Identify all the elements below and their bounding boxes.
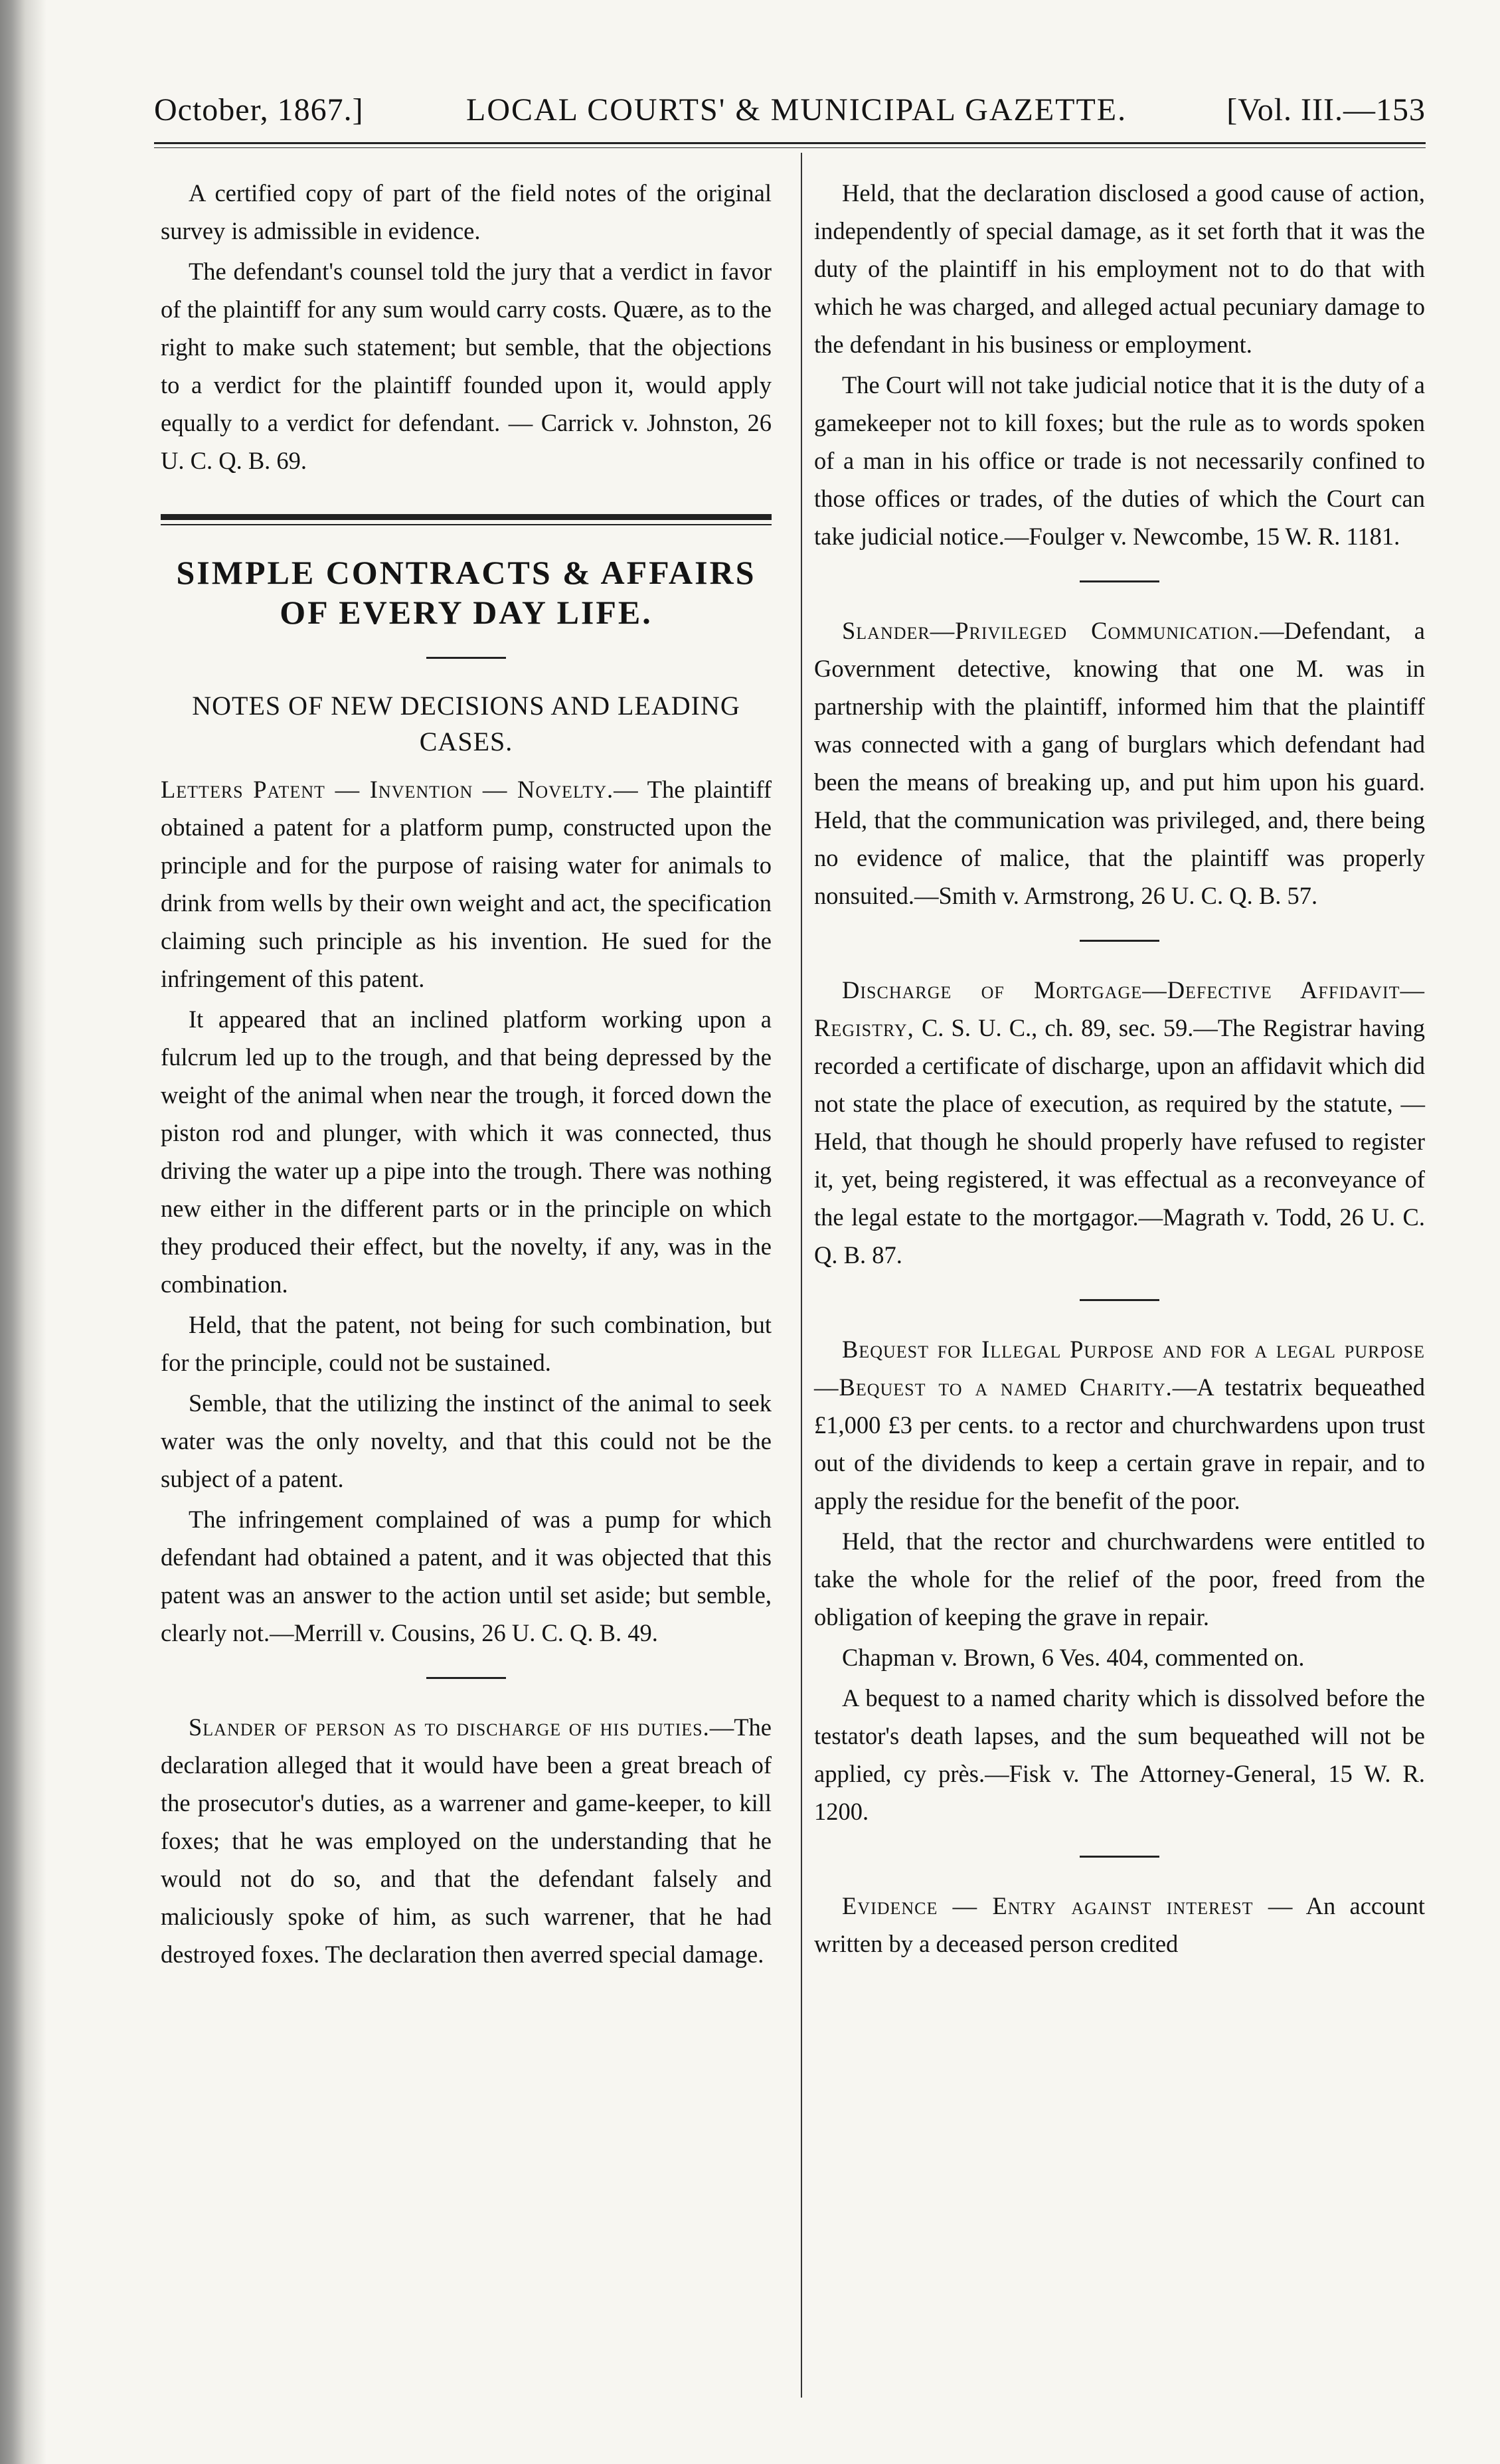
case-heading: Slander—Privileged Communication. (842, 617, 1260, 644)
sub-heading (161, 688, 772, 760)
case-paragraph (161, 770, 772, 998)
case-text: —Defendant, a Government detective, knowing that one M. was in partnership with the plaintiff, informed him that the plaintiff was connected with a gang of burglars which defendant had been the means of breaking up, and put him upon his guard. Held, that the communication was privileged, and, there being no evidence of malice, that the plaintiff was properly nonsuited.—Smith v. Armstrong, 26 U. C. Q. B. 57. (814, 617, 1425, 909)
paragraph: A certified copy of part of the field notes of the original survey is admissible in evidence. (161, 179, 772, 244)
header-rule-thin (154, 147, 1426, 148)
case-paragraph (814, 1887, 1425, 1963)
case-paragraph (814, 612, 1425, 915)
case-heading: Evidence — Entry against interest — (842, 1892, 1293, 1919)
case-heading: Bequest for Illegal Purpose and for a legal purpose—Bequest to a named Charity. (814, 1336, 1425, 1401)
section-title (161, 553, 772, 632)
section-rule-thin (161, 524, 772, 525)
case-heading: Slander of person as to discharge of his duties. (189, 1714, 710, 1741)
case-heading: Discharge of Mortgage—Defective Affidavit—Registry, (814, 976, 1425, 1041)
case-text: —The declaration alleged that it would have been a great breach of the prosecutor's duties, as a warrener and game-keeper, to kill foxes; that he was employed on the understanding that he would not do so, and that the defendant falsely and maliciously spoke of him, as such warrener, that he had destroyed foxes. The declaration then averred special damage. (161, 1714, 772, 1968)
case-paragraph (161, 1708, 772, 1973)
paragraph: Held, that the rector and churchwardens were entitled to take the whole for the relief of the poor, freed from the obligation of keeping the grave in repair. (814, 1528, 1425, 1630)
paragraph: Semble, that the utilizing the instinct of the animal to seek water was the only novelty, and that this could not be the subject of a patent. (161, 1389, 772, 1492)
paragraph: The defendant's counsel told the jury that a verdict in favor of the plaintiff for any sum would carry costs. Quære, as to the right to make such statement; but semble, that the objections to a verdict for the plaintiff founded upon it, would apply equally to a verdict for defendant. — Carrick v. Johnston, 26 U. C. Q. B. 69. (161, 258, 772, 474)
case-paragraph (814, 1330, 1425, 1520)
sub-heading-line: NOTES OF NEW DECISIONS AND LEADING (192, 691, 740, 721)
separator-rule (426, 657, 506, 659)
right-column (814, 174, 1425, 1963)
paragraph: Chapman v. Brown, 6 Ves. 404, commented on. (842, 1644, 1305, 1671)
case-text: —A testatrix bequeathed £1,000 £3 per cents. to a rector and churchwardens upon trust out of the dividends to keep a certain grave in repair, and to apply the residue for the benefit of the poor. (814, 1373, 1425, 1514)
page-binding-shadow (0, 0, 46, 2464)
section-title-line: SIMPLE CONTRACTS & AFFAIRS (176, 554, 756, 591)
paragraph: Held, that the declaration disclosed a good cause of action, independently of special damage, as it set forth that it was the duty of the plaintiff in his employment not to do that with which he was charged, and alleged actual pecuniary damage to the defendant in his business or employment. (814, 179, 1425, 358)
case-paragraph (814, 971, 1425, 1274)
header-volume-page: [Vol. III.—153 (1226, 92, 1426, 128)
column-divider (801, 153, 802, 2398)
sub-heading-line: CASES. (419, 727, 513, 756)
separator-rule (1080, 1299, 1159, 1301)
separator-rule (1080, 580, 1159, 582)
separator-rule (426, 1677, 506, 1679)
section-rule-thick (161, 514, 772, 520)
header-rule (154, 142, 1426, 144)
header-date: October, 1867.] (154, 92, 364, 128)
left-column (161, 174, 772, 1973)
case-text: C. S. U. C., ch. 89, sec. 59.—The Registrar having recorded a certificate of discharge, upon an affidavit which did not state the place of execution, as required by the statute, —Held, that though he should properly have refused to register it, yet, being registered, it was effectual as a reconveyance of the legal estate to the mortgagor.—Magrath v. Todd, 26 U. C. Q. B. 87. (814, 1014, 1425, 1269)
paragraph: Held, that the patent, not being for such combination, but for the principle, could not be sustained. (161, 1311, 772, 1376)
paragraph: The Court will not take judicial notice that it is the duty of a gamekeeper not to kill foxes; but the rule as to words spoken of a man in his office or trade is not necessarily confined to those offices or trades, of the duties of which the Court can take judicial notice.—Foulger v. Newcombe, 15 W. R. 1181. (814, 371, 1425, 550)
paragraph: It appeared that an inclined platform working upon a fulcrum led up to the trough, and that being depressed by the weight of the animal when near the trough, it forced down the piston rod and plunger, with which it was connected, thus driving the water up a pipe into the trough. There was nothing new either in the different parts or in the principle on which they produced their effect, but the novelty, if any, was in the combination. (161, 1006, 772, 1298)
section-title-line: OF EVERY DAY LIFE. (280, 594, 653, 631)
paragraph: A bequest to a named charity which is dissolved before the testator's death lapses, and the sum bequeathed will not be applied, cy près.—Fisk v. The Attorney-General, 15 W. R. 1200. (814, 1684, 1425, 1825)
case-text: The plaintiff obtained a patent for a platform pump, constructed upon the principle and for the purpose of raising water for animals to drink from wells by their own weight and act, the specification claiming such principle as his invention. He sued for the infringement of this patent. (161, 776, 772, 992)
running-header (154, 92, 1426, 138)
case-text: An account written by a deceased person credited (814, 1892, 1425, 1957)
paragraph: The infringement complained of was a pump for which defendant had obtained a patent, and it was objected that this patent was an answer to the action until set aside; but semble, clearly not.—Merrill v. Cousins, 26 U. C. Q. B. 49. (161, 1506, 772, 1646)
separator-rule (1080, 940, 1159, 942)
separator-rule (1080, 1856, 1159, 1858)
header-title: LOCAL COURTS' & MUNICIPAL GAZETTE. (466, 92, 1127, 128)
case-heading: Letters Patent — Invention — Novelty.— (161, 776, 639, 803)
